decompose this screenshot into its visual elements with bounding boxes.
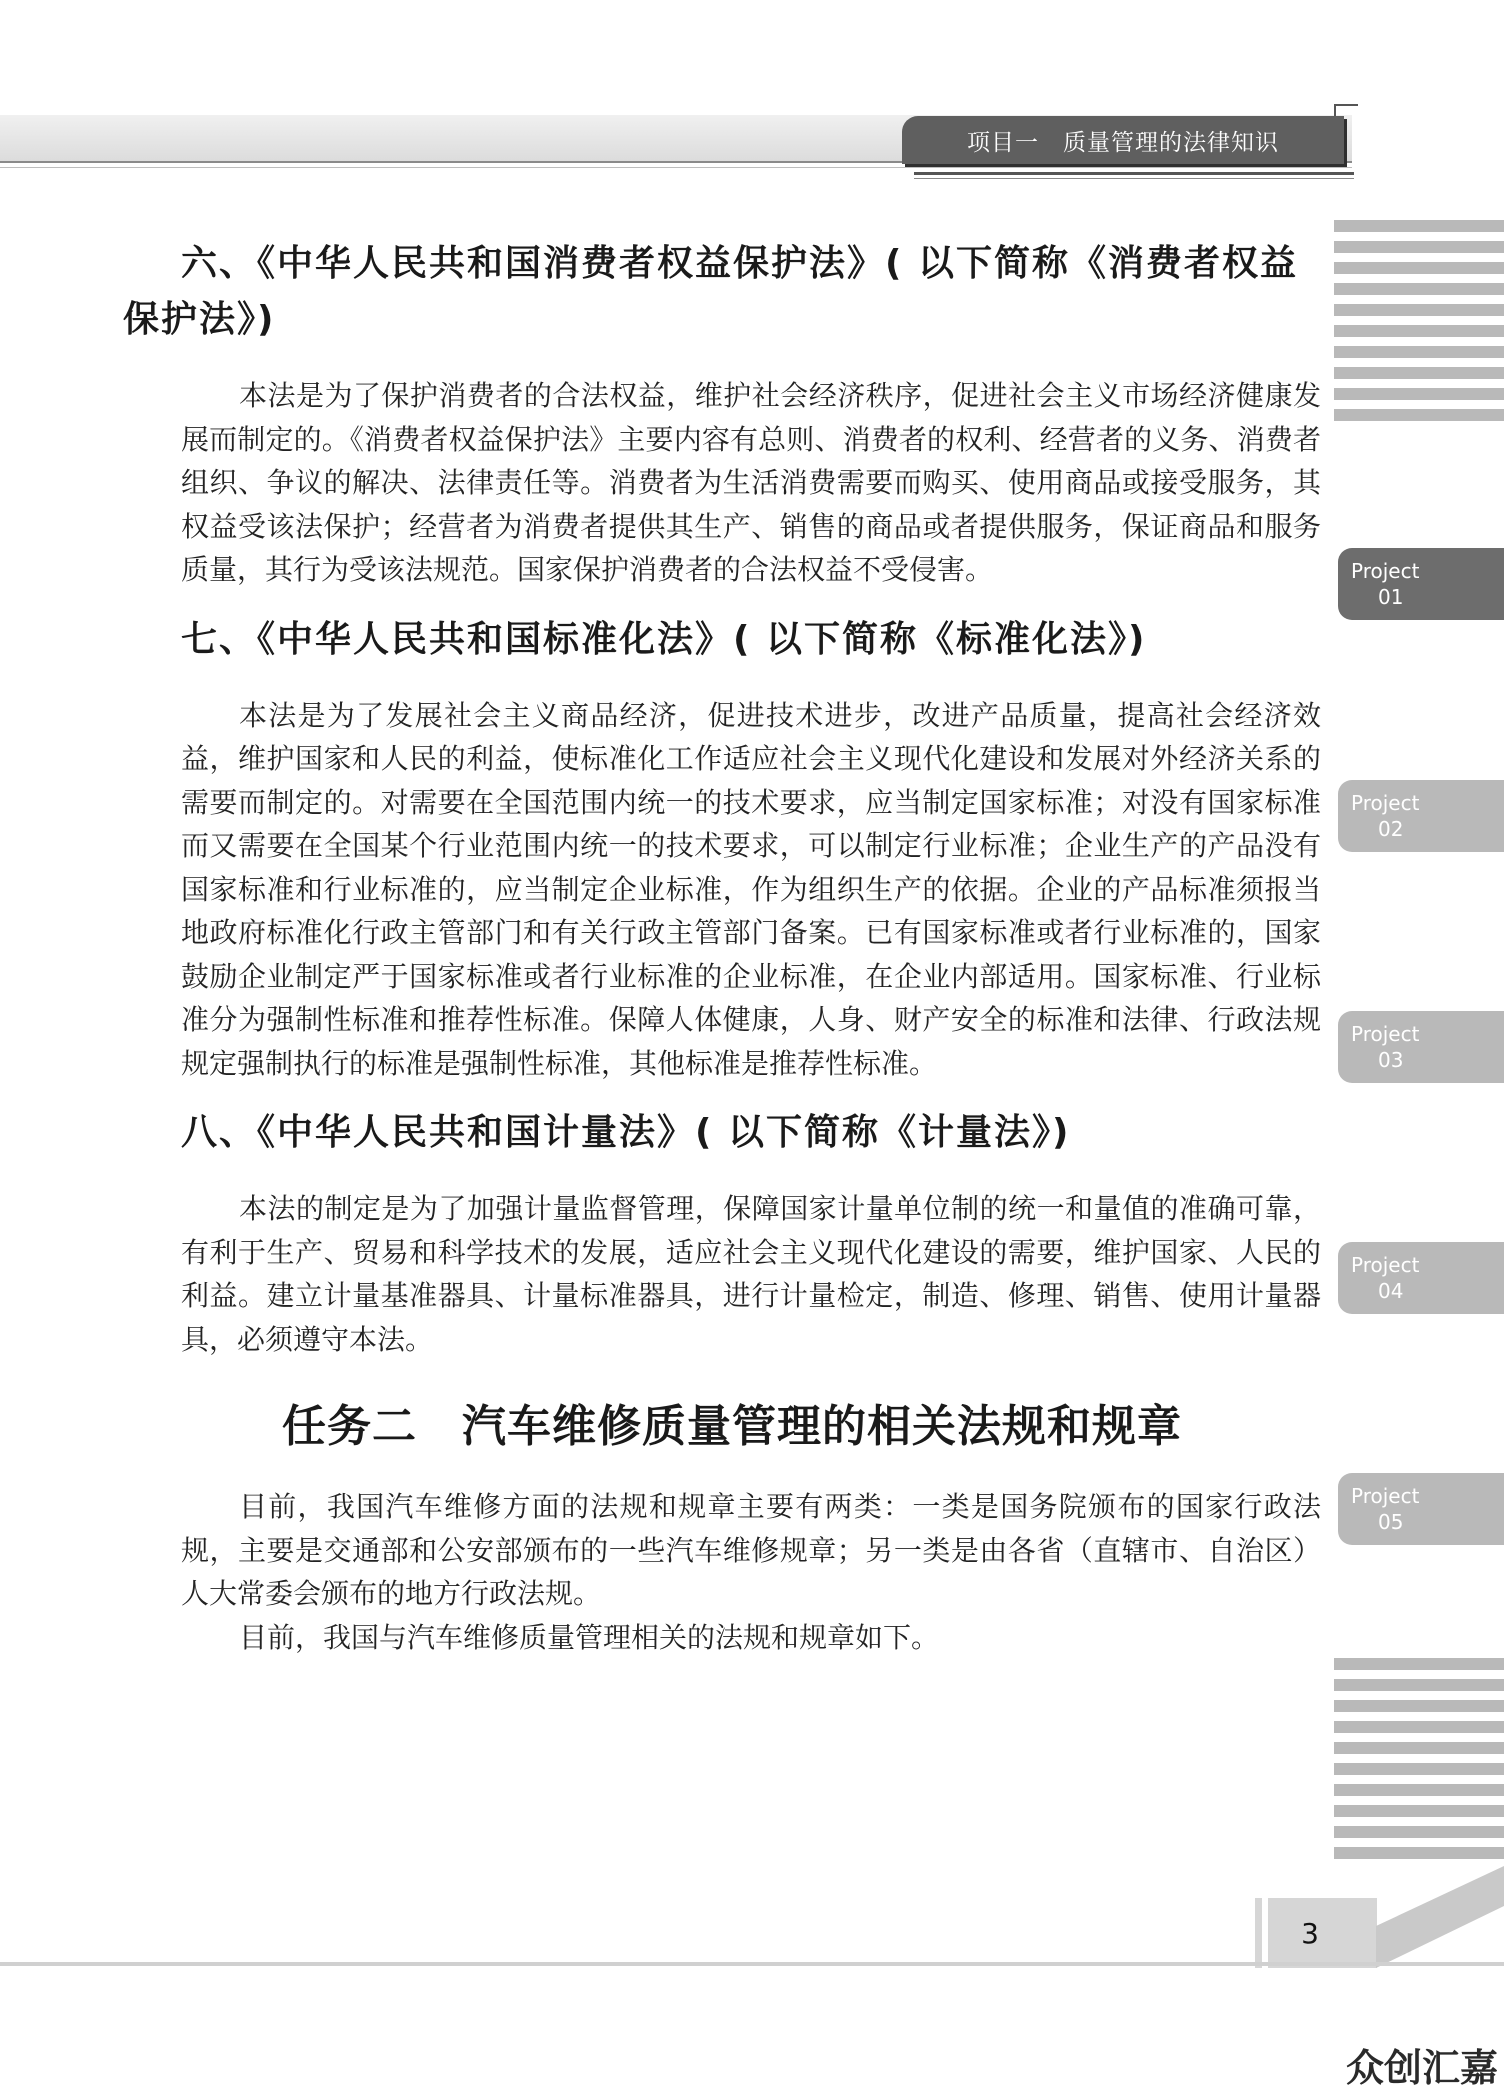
project-tab-05[interactable] (1338, 1473, 1504, 1545)
section-heading-8: 八、《中华人民共和国计量法》( 以下简称《计量法》) (181, 1112, 1071, 1153)
project-tab-number: 04 (1378, 1279, 1404, 1303)
header-tab-underline-thin (914, 178, 1354, 179)
chapter-title: 项目一 质量管理的法律知识 (967, 129, 1279, 156)
page-body (123, 236, 1321, 1659)
project-tab-number: 02 (1378, 817, 1404, 841)
page-number-divider (1262, 1898, 1268, 1968)
section-paragraph-8: 本法的制定是为了加强计量监督管理，保障国家计量单位制的统一和量值的准确可靠，有利于生产、贸易和科学技术的发展，适应社会主义现代化建设的需要，维护国家、人民的利益。建立计量基准器具、计量标准器具，进行计量检定，制造、修理、销售、使用计量器具，必须遵守本法。 (181, 1192, 1321, 1356)
task-paragraph-2: 目前，我国与汽车维修质量管理相关的法规和规章如下。 (239, 1620, 940, 1654)
header-rule-thin (0, 167, 1352, 168)
project-tab-number: 01 (1378, 585, 1404, 609)
footer-rule (0, 1962, 1504, 1966)
project-tab-04[interactable] (1338, 1242, 1504, 1314)
section-heading-7: 七、《中华人民共和国标准化法》( 以下简称《标准化法》) (181, 618, 1147, 660)
project-tab-label: Project (1351, 1484, 1420, 1508)
project-tab-02[interactable] (1338, 780, 1504, 852)
project-tab-03[interactable] (1338, 1011, 1504, 1083)
project-tab-number: 03 (1378, 1048, 1404, 1072)
page-number: 3 (1301, 1916, 1319, 1950)
project-tab-01[interactable] (1338, 548, 1504, 620)
project-tab-number: 05 (1378, 1510, 1404, 1534)
task-heading: 任务二 汽车维修质量管理的相关法规和规章 (282, 1401, 1182, 1452)
project-tab-label: Project (1351, 559, 1420, 583)
side-stripes-top (1334, 220, 1504, 430)
project-tab-label: Project (1351, 1253, 1420, 1277)
header-tab-underline (914, 172, 1354, 175)
watermark-logo: 众创汇嘉 (1345, 2046, 1498, 2090)
section-paragraph-6: 本法是为了保护消费者的合法权益，维护社会经济秩序，促进社会主义市场经济健康发展而制定的。《消费者权益保护法》主要内容有总则、消费者的权利、经营者的义务、消费者组织、争议的解决、法律责任等。消费者为生活消费需要而购买、使用商品或接受服务，其权益受该法保护；经营者为消费者提供其生产、销售的商品或者提供服务，保证商品和服务质量，其行为受该法规范。国家保护消费者的合法权益不受侵害。 (181, 379, 1321, 586)
side-stripes-bottom (1334, 1658, 1504, 1868)
page-corner-wedge (1376, 1866, 1504, 1968)
task-paragraph-1: 目前，我国汽车维修方面的法规和规章主要有两类：一类是国务院颁布的国家行政法规，主要是交通部和公安部颁布的一些汽车维修规章；另一类是由各省（直辖市、自治区）人大常委会颁布的地方行政法规。 (181, 1490, 1321, 1610)
section-paragraph-7: 本法是为了发展社会主义商品经济，促进技术进步，改进产品质量，提高社会经济效益，维护国家和人民的利益，使标准化工作适应社会主义现代化建设和发展对外经济关系的需要而制定的。对需要在全国范围内统一的技术要求，应当制定国家标准；对没有国家标准而又需要在全国某个行业范围内统一的技术要求，可以制定行业标准；企业生产的产品没有国家标准和行业标准的，应当制定企业标准，作为组织生产的依据。企业的产品标准须报当地政府标准化行政主管部门和有关行政主管部门备案。已有国家标准或者行业标准的，国家鼓励企业制定严于国家标准或者行业标准的企业标准，在企业内部适用。国家标准、行业标准分为强制性标准和推荐性标准。保障人体健康，人身、财产安全的标准和法律、行政法规规定强制执行的标准是强制性标准，其他标准是推荐性标准。 (181, 698, 1321, 1080)
project-tab-label: Project (1351, 791, 1420, 815)
project-tab-label: Project (1351, 1022, 1420, 1046)
chapter-header-tab (902, 116, 1344, 164)
section-heading-6: 六、《中华人民共和国消费者权益保护法》( 以下简称《消费者权益保护法》) (123, 243, 1298, 340)
